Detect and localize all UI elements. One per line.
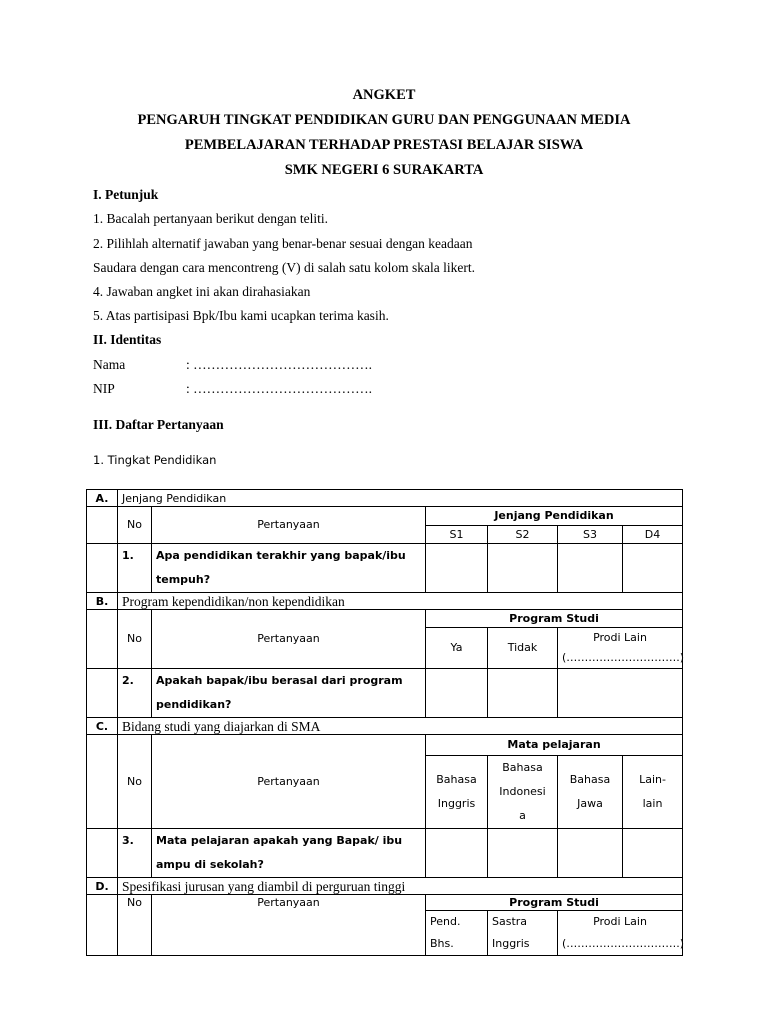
option-pend-bhs: Pend. Bhs.: [426, 911, 488, 956]
section-a-header-row: [87, 507, 683, 526]
answer-cell-d4[interactable]: [623, 544, 683, 593]
daftar-heading: III. Daftar Pertanyaan: [93, 417, 224, 432]
option-s2: S2: [488, 526, 558, 544]
section-d-row: [87, 878, 683, 895]
section-a-title: Jenjang Pendidikan: [118, 490, 683, 507]
petunjuk-item-2-cont: Saudara dengan cara mencontreng (V) di salah satu kolom skala likert.: [93, 260, 475, 275]
pertanyaan-header: Pertanyaan: [152, 895, 426, 956]
section-b-row: [87, 593, 683, 610]
section-c-letter: C.: [87, 718, 118, 735]
option-bahasa-jawa: Bahasa Jawa: [558, 756, 623, 829]
section-b-header-row: [87, 610, 683, 628]
question-2-line-2: pendidikan?: [156, 698, 232, 711]
option-tidak: Tidak: [488, 628, 558, 669]
nama-label: Nama: [93, 357, 126, 372]
answer-cell-bahasa-inggris[interactable]: [426, 829, 488, 878]
mata-pelajaran-group-header: Mata pelajaran: [426, 735, 683, 756]
question-3-line-1: Mata pelajaran apakah yang Bapak/ ibu: [156, 834, 403, 847]
section-b-title: Program kependidikan/non kependidikan: [118, 593, 683, 610]
section-d-letter: D.: [87, 878, 118, 895]
answer-cell-tidak[interactable]: [488, 669, 558, 718]
section-c-row: [87, 718, 683, 735]
question-2-line-1: Apakah bapak/ibu berasal dari program: [156, 674, 403, 687]
section-a-row: [87, 490, 683, 507]
option-prodi-lain-blank: (………………………….): [562, 651, 685, 664]
answer-cell-s1[interactable]: [426, 544, 488, 593]
pertanyaan-header: Pertanyaan: [152, 735, 426, 829]
section-d-header-row: [87, 895, 683, 911]
doc-title-school: SMK NEGERI 6 SURAKARTA: [284, 162, 484, 178]
doc-title-angket: ANGKET: [352, 87, 416, 103]
section-b-letter: B.: [87, 593, 118, 610]
question-1-text: [152, 544, 426, 593]
program-studi-d-group-header: Program Studi: [426, 895, 683, 911]
answer-cell-s2[interactable]: [488, 544, 558, 593]
option-bahasa-inggris: Bahasa Inggris: [426, 756, 488, 829]
petunjuk-item-5: 5. Atas partisipasi Bpk/Ibu kami ucapkan terima kasih.: [93, 308, 389, 323]
petunjuk-item-4: 4. Jawaban angket ini akan dirahasiakan: [93, 284, 311, 299]
question-1-line-1: Apa pendidikan terakhir yang bapak/ibu: [156, 549, 406, 562]
nip-label: NIP: [93, 381, 115, 396]
option-s1: S1: [426, 526, 488, 544]
option-prodi-lain-d: Prodi Lain (………………………….): [558, 911, 683, 956]
question-2-no: 2.: [118, 669, 152, 718]
petunjuk-item-2: 2. Pilihlah alternatif jawaban yang benar-benar sesuai dengan keadaan: [93, 236, 473, 251]
section-c-title: Bidang studi yang diajarkan di SMA: [118, 718, 683, 735]
petunjuk-item-1: 1. Bacalah pertanyaan berikut dengan teliti.: [93, 211, 329, 226]
doc-title-line-3: PEMBELAJARAN TERHADAP PRESTASI BELAJAR SISWA: [184, 137, 584, 153]
answer-cell-prodi-lain[interactable]: [558, 669, 683, 718]
questionnaire-table: [86, 489, 683, 956]
program-studi-group-header: Program Studi: [426, 610, 683, 628]
no-header: No: [118, 895, 152, 956]
option-s3: S3: [558, 526, 623, 544]
answer-cell-s3[interactable]: [558, 544, 623, 593]
section-a-letter: A.: [87, 490, 118, 507]
question-1-no: 1.: [118, 544, 152, 593]
section-d-title: Spesifikasi jurusan yang diambil di perguruan tinggi: [118, 878, 683, 895]
nip-field[interactable]: : ………………………………….: [186, 381, 373, 396]
nama-field[interactable]: : ………………………………….: [186, 357, 373, 372]
doc-title-line-2: PENGARUH TINGKAT PENDIDIKAN GURU DAN PENGGUNAAN MEDIA: [137, 112, 631, 128]
section-c-header-row: [87, 735, 683, 756]
option-sastra-inggris: Sastra Inggris: [488, 911, 558, 956]
question-2-text: [152, 669, 426, 718]
jenjang-group-header: Jenjang Pendidikan: [426, 507, 683, 526]
answer-cell-bahasa-indonesia[interactable]: [488, 829, 558, 878]
option-ya: Ya: [426, 628, 488, 669]
question-2-row: [87, 669, 683, 718]
question-1-row: [87, 544, 683, 593]
option-d4: D4: [623, 526, 683, 544]
question-3-row: [87, 829, 683, 878]
pertanyaan-header: Pertanyaan: [152, 610, 426, 669]
answer-cell-ya[interactable]: [426, 669, 488, 718]
no-header: No: [118, 735, 152, 829]
question-3-line-2: ampu di sekolah?: [156, 858, 264, 871]
option-lain-lain: Lain- lain: [623, 756, 683, 829]
petunjuk-heading: I. Petunjuk: [93, 187, 159, 202]
question-1-line-2: tempuh?: [156, 573, 211, 586]
answer-cell-bahasa-jawa[interactable]: [558, 829, 623, 878]
question-3-text: [152, 829, 426, 878]
option-prodi-lain-label: Prodi Lain: [593, 631, 647, 644]
no-header: No: [118, 507, 152, 544]
no-header: No: [118, 610, 152, 669]
option-bahasa-indonesia: Bahasa Indonesi a: [488, 756, 558, 829]
daftar-subheading: 1. Tingkat Pendidikan: [93, 453, 217, 467]
option-prodi-lain: [558, 628, 683, 669]
question-3-no: 3.: [118, 829, 152, 878]
pertanyaan-header: Pertanyaan: [152, 507, 426, 544]
answer-cell-lain-lain[interactable]: [623, 829, 683, 878]
identitas-heading: II. Identitas: [93, 332, 162, 347]
